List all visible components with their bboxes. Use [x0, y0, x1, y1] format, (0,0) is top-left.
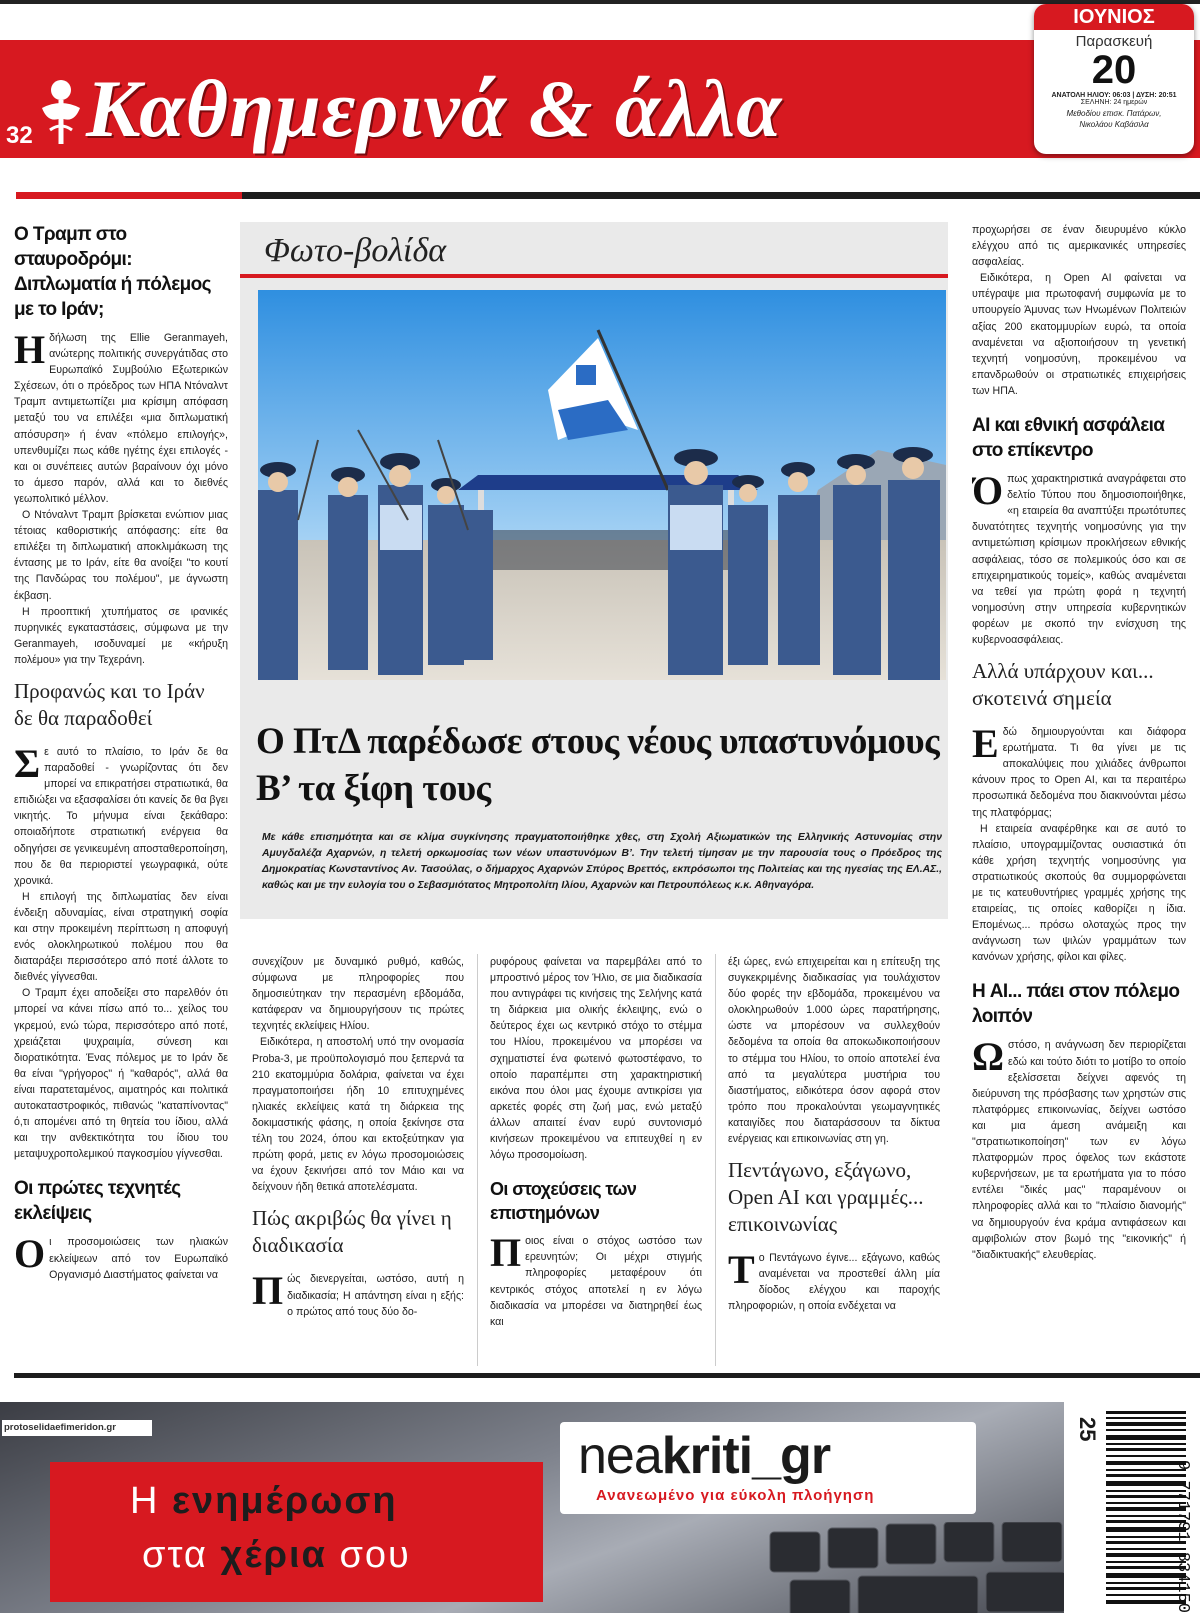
scientists-goals-subheading: Οι στοχεύσεις των επιστημόνων — [490, 1179, 637, 1224]
right-column-article — [972, 222, 1186, 1372]
ai-security-subheading: AI και εθνική ασφάλεια στο επίκεντρο — [972, 415, 1165, 462]
name-day-saints — [1034, 108, 1194, 130]
top-border — [0, 0, 1200, 4]
paragraph: Η προοπτική χτυπήματος σε ιρανικές πυρηνικές εγκαταστάσεις, σύμφωνα με την Geranmayeh, ισοδυναμεί με «κήρυξη πολέμου» για την Τεχεράνη. — [14, 605, 228, 666]
paragraph-text: ο Πεντάγωνο έγινε... εξάγωνο, καθώς αναμένεται να προστεθεί άλλη μία δίοδος ελέγχου και παροχής πληροφοριών, η οποία ενδέχεται να — [728, 1252, 940, 1313]
moon-age: ΣΕΛΗΝΗ: 24 ημερών — [1080, 99, 1148, 106]
ad-slogan-word: σου — [326, 1534, 411, 1576]
paragraph-text: ε αυτό το πλαίσιο, το Ιράν δε θα παραδοθεί - γνωρίζοντας ότι δεν μπορεί να επικρατήσει στρατιωτικά, θα επιδιώξει να εξασφαλίσει ότι κανείς δε θα βγει νικητής. Το μήνυμα είναι ξεκάθαρο: οποιαδήποτε στρατιωτική ενέργεια θα οδηγήσει σε γενικευμένη αποσταθεροποίηση, που δε θα περιοριστεί γεωγραφικά, ούτε χρονικά. — [14, 745, 228, 887]
logo-part: kriti — [661, 1427, 753, 1485]
paragraph: Ειδικότερα, η Open AI φαίνεται να υπέγραψε μια πρωτοφανή συμφωνία με το υπουργείο Άμυνας των Ηνωμένων Πολιτειών αξίας 200 εκατομμυρίων ευρώ, τα οποία αναμένεται να αξιοποιήσουν τη γενετική τεχνητή νοημοσύνη, προκειμένου να επανδρωθούν οι στρατιωτικές επιχειρήσεις των ΗΠΑ. — [972, 272, 1186, 397]
ad-slogan-line-2 — [142, 1534, 411, 1577]
paragraph: Ειδικότερα, η αποστολή υπό την ονομασία Proba-3, με προϋπολογισμό που ξεπερνά τα 210 εκατομμύρια δολάρια, φαίνεται να έχει πραγματοποιήσει ήδη 10 επιτυχημένες ηλιακές εκλείψεις κατά τη διάρκεια της δοκιμαστικής φάσης, η οποία ξεκίνησε στα τέλη του 2024, όπου και εκτοξεύτηκαν για πρώτη φορά, μετις εν λόγω προσομοιώσεις να έχουν ξεκινήσει από τον Μάιο και να δείχνουν ήδη θετικά αποτελέσματα. — [252, 1036, 464, 1194]
masthead-title: Καθημερινά & άλλα — [86, 63, 783, 154]
dropcap: Π — [490, 1230, 522, 1276]
paragraph — [972, 721, 1186, 821]
paragraph-text: ι προσομοιώσεις των ηλιακών εκλείψεων από τον Ευρωπαϊκό Οργανισμό Διαστήματος φαίνεται να — [49, 1236, 228, 1281]
paragraph-text: ώς διενεργείται, ωστόσο, αυτή η διαδικασία; Η απάντηση είναι η εξής: ο πρώτος από τους δύο δο- — [287, 1273, 464, 1318]
dropcap: Η — [14, 327, 46, 372]
keyboard-illustration-icon — [760, 1522, 1064, 1613]
header-rule-red — [16, 192, 242, 199]
dark-points-subheading: Αλλά υπάρχουν και... σκοτεινά σημεία — [972, 659, 1154, 711]
source-watermark: protoselidaefimeridon.gr — [2, 1420, 152, 1436]
logo-part: nea — [578, 1427, 662, 1485]
paragraph — [252, 1268, 464, 1319]
pentagon-subheading: Πεντάγωνο, εξάγωνο, Open AI και γραμμές... επικοινωνίας — [728, 1158, 924, 1237]
paragraph: Ο Τραμπ έχει αποδείξει στο παρελθόν ότι μπορεί να κάνει πίσω από το... χείλος του γκρεμού, ενώ τώρα, περισσότερο από ποτέ, χρειάζεται ψυχραιμία, σύνεση και διορατικότητα. Ένας πόλεμος με το Ιράν δε θα είναι "γρήγορος" ή "καθαρός", αλλά θα είναι παρατεταμένος, αιματηρός και πολιτικά αυτοκαταστροφικός, πιθανώς "καταπίνοντας" ό,τι απομένει από τη θητεία του ίδιου, αλλά και την ανθεκτικότητα του ίδιου του μεταψυχροπολεμικού παγκοσμίου γίγνεσθαι. — [14, 987, 228, 1161]
neakriti-logo-box — [560, 1422, 976, 1514]
process-subheading: Πώς ακριβώς θα γίνει η διαδικασία — [252, 1206, 452, 1258]
paragraph — [14, 740, 228, 889]
sunrise-sunset: ΑΝΑΤΟΛΗ ΗΛΙΟΥ: 06:03 | ΔΥΣΗ: 20:51 — [1051, 92, 1177, 99]
dropcap: Τ — [728, 1247, 755, 1293]
paragraph-text: δώ δημιουργούνται και διάφορα ερωτήματα. Τι θα γίνει με τις αποκαλύψεις που χιλιάδες άνθρωποι κάνουν προς το Open AI, και τα περαιτέρω προσωπικά δεδομένα που διακινούνται μέσω της πλατφόρμας; — [972, 726, 1186, 819]
saints-line-1: Μεθοδίου επισκ. Πατάρων, — [1066, 109, 1162, 118]
ad-slogan-word: Η — [130, 1480, 172, 1522]
column-divider — [715, 954, 716, 1366]
saints-line-2: Νικολάου Καβάσιλα — [1079, 120, 1149, 129]
paragraph: ρυφόρους φαίνεται να παρεμβάλει από το μπροστινό μέρος τον Ήλιο, σε μια διαδικασία που αντιγράφει τις κινήσεις της Σελήνης κατά τη διάρκεια μια ολικής έκλειψης, ενώ ο δεύτερος έχει ως κεντρικό στόχο το στέμμα του Ηλίου, προκειμένου να μπορέσει να σχηματιστεί ένα φωτεινό φωτοστέφανο, το οποίο παραπέμπει στη χαρακτηριστική εικόνα που όλοι μας έχουμε αντικρίσει για αρκετές φορές στη ζωή μας, ενώ μεταξύ άλλων απαιτεί έναν ευρύ συντονισμό κινήσεων προκειμένου να επιτευχθεί η εν λόγω προσομοίωση. — [490, 956, 702, 1162]
paragraph: Η εταιρεία αναφέρθηκε και σε αυτό το πλαίσιο, υπογραμμίζοντας ουσιαστικά ότι κάθε χρήση τεχνητής νοημοσύνης για στρατιωτικούς σκοπούς θα συμμορφώνεται με τις κατευθυντήριες γραμμές χρήσης της εταιρείας, τις οποίες καθορίζει η ίδια. Επομένως... πρόσω ολοταχώς προς την ανάγνωση των ψιλών γραμμάτων των κανόνων χρήσης, φίλοι και φίλες. — [972, 822, 1186, 964]
paragraph — [14, 1231, 228, 1282]
date-box — [1034, 4, 1194, 154]
paragraph-text: στόσο, η ανάγνωση δεν περιορίζεται εδώ και τούτο διότι το μοτίβο το οποίο εξελίσσεται δείχνει αφενός τη διεύρυνση της πρόσβασης των χρηστών στις πλατφόρμες επικοινωνίας, δείχνει ωστόσο και μια άμεση ανάμειξη και "στρατιωτικοποίηση" των εν λόγω πλατφορμών προς όφελος των εκάστοτε κυβερνήσεων, με τα ερωτήματα για το πόσο εντέλει "δικές μας" παραμένουν οι πληροφορίες αλλά και το "πλαίσιο διανομής" να δημιουργούν ένα κράμα αντιφάσεων και αμφιβολιών στον βωμό της "εικονικής" ή "διαδικτυακής" ελευθερίας. — [972, 1039, 1186, 1261]
eclipses-subheading: Οι πρώτες τεχνητές εκλείψεις — [14, 1178, 181, 1225]
eclipse-column-2 — [490, 954, 702, 1366]
dropcap: Ω — [972, 1034, 1005, 1080]
column-divider — [477, 954, 478, 1366]
paragraph: έξι ώρες, ενώ επιχειρείται και η επίτευξη της συγκεκριμένης διαδικασίας για τουλάχιστον δύο φορές την εβδομάδα, προκειμένου να ολοκληρωθούν 1.000 ώρες παρατήρησης, ώστε να μπορέσουν να συλλεχθούν δεδομένα τα οποία θα αποκωδικοποιήσουν το στέμμα του Ηλίου, το οποίο αποτελεί ένα από τα μεγαλύτερα μυστήρια του διαστήματος, ειδικότερα όσον αφορά στον τρόπο που προκαλούνται γεωμαγνητικές καταιγίδες που διαταράσσουν τα δίκτυα ενέργειας και επικοινωνίας στη γη. — [728, 956, 940, 1146]
date-weekday: Παρασκευή — [1075, 33, 1153, 50]
paragraph-text: οιος είναι ο στόχος ωστόσο των ερευνητών; Οι μέχρι στιγμής πληροφορίες μεταφέρουν ότι κεντρικός στόχος αποτελεί η εν λόγω διαδικασία να μπορέσει να διατηρηθεί έως και — [490, 1235, 702, 1328]
newspaper-emblem-icon — [38, 78, 84, 144]
paragraph — [490, 1230, 702, 1330]
left-column-article — [14, 222, 228, 1372]
trump-iran-headline: Ο Τραμπ στο σταυροδρόμι: Διπλωματία ή πόλεμος με το Ιράν; — [14, 224, 211, 320]
dropcap: Ό — [972, 468, 1004, 514]
footer-rule — [14, 1373, 1200, 1378]
date-day-number: 20 — [1091, 48, 1137, 92]
paragraph: προχωρήσει σε έναν διευρυμένο κύκλο ελέγχου από τις αμερικανικές υπηρεσίες ασφαλείας. — [972, 224, 1186, 269]
page-number: 32 — [6, 122, 33, 149]
feature-label: Φωτο-βολίδα — [264, 232, 447, 269]
iran-subheading: Προφανώς και το Ιράν δε θα παραδοθεί — [14, 678, 205, 730]
header-rule-dark — [242, 192, 1200, 199]
ad-tagline: Ανανεωμένο για εύκολη πλοήγηση — [596, 1487, 875, 1504]
logo-part: _gr — [752, 1427, 831, 1485]
dropcap: Ε — [972, 721, 999, 767]
issue-number: 25 — [1075, 1417, 1100, 1442]
ceremony-photo-illustration — [258, 290, 946, 680]
date-month: ΙΟΥΝΙΟΣ — [1034, 4, 1194, 30]
feature-headline: Ο ΠτΔ παρέδωσε στους νέους υπαστυνόμους Β’ τα ξίφη τους — [256, 721, 940, 809]
paragraph-text: δήλωση της Ellie Geranmayeh, ανώτερης πολιτικής συνεργάτιδας στο Ευρωπαϊκό Συμβούλιο Εξωτερικών Σχέσεων, ότι ο πρόεδρος των ΗΠΑ Ντόναλντ Τραμπ αντιμετωπίζει μια κρίσιμη απόφαση μεταξύ του να επιλέξει «μια διπλωματική απόσυρση» ή έναν «πόλεμο επιλογής», υπενθυμίζει πως κάθε ηγέτης έχει επιλογές - και οι συνέπειες αυτών βαραίνουν όχι μόνο το άμεσο παρόν, αλλά και το διεθνές γεωπολιτικό μέλλον. — [14, 332, 228, 505]
ad-slogan-line-1 — [130, 1480, 398, 1523]
feature-lead-text: Με κάθε επισημότητα και σε κλίμα συγκίνησης πραγματοποιήθηκε χθες, στη Σχολή Αξιωματικών της Ελληνικής Αστυνομίας στην Αμυγδαλέζα Αχαρνών, η τελετή ορκωμοσίας των νέων υπαστυνόμων Β’. Την τελετή τίμησαν με την παρουσία τους ο Πρόεδρος της Δημοκρατίας Κωνσταντίνος Αν. Τασούλας, ο δήμαρχος Αχαρνών Σπύρος Βρεττός, εκπρόσωποι της Πολιτείας και της ηγεσίας της ΕΛ.ΑΣ., καθώς και με την ευλογία του ο Σεβασμιότατος Μητροπολίτη Ιλίου, Αχαρνών και Πετρουπόλεως κ.κ. Αθηναγόρα. — [262, 832, 942, 892]
ad-red-panel — [50, 1462, 543, 1602]
pentagon-column — [728, 954, 940, 1366]
paragraph: Ο Ντόναλντ Τραμπ βρίσκεται ενώπιον μιας τέτοιας καθοριστικής απόφασης: είτε θα επιλέξει τη διπλωματική αποκλιμάκωση της έντασης με το Ιράν, είτε θα ανοίξει "το κουτί της Πανδώρας του πολέμου", με άγνωστη έκβαση. — [14, 509, 228, 602]
photo-feature-box — [240, 222, 948, 919]
paragraph: συνεχίζουν με δυναμικό ρυθμό, καθώς, σύμφωνα με πληροφορίες που δημοσιεύτηκαν την περασμένη εβδομάδα, κατάφεραν να δημιουργήσουν τις πρώτες τεχνητές εκλείψεις Ηλίου. — [252, 956, 464, 1033]
paragraph — [972, 1034, 1186, 1262]
paragraph — [728, 1247, 940, 1314]
eclipse-column-1 — [252, 954, 464, 1366]
dropcap: Π — [252, 1268, 284, 1314]
paragraph: Η επιλογή της διπλωματίας δεν είναι ένδειξη αδυναμίας, είναι στρατηγική σοφία και στην προκειμένη περίπτωση η αποφυγή ενός ολοκληρωτικού πολέμου που θα διαταράξει περισσότερο από ποτέ άλλοτε το διεθνές γίγνεσθαι. — [14, 890, 228, 984]
ad-slogan-word: ενημέρωση — [172, 1480, 398, 1522]
paragraph — [972, 468, 1186, 648]
ad-slogan-word: στα — [142, 1534, 221, 1576]
dropcap: Ο — [14, 1231, 46, 1277]
paragraph-text: πως χαρακτηριστικά αναγράφεται στο δελτίο Τύπου που δημοσιοποιήθηκε, «η εταιρεία θα αναπτύξει πρωτότυπες δυνατότητες τεχνητής νοημοσύνης για την αντιμετώπιση κρίσιμων προκλήσεων εθνικής ασφάλειας, τόσο σε πολεμικούς όσο και σε επιχειρηματικούς τομείς», καθώς αναμένεται να τεθεί για πρώτη φορά η τεχνητή νοημοσύνη στην υπηρεσία κυβερνητικών φορέων με σκοπό την ενίσχυση της κυβερνοασφάλειας. — [972, 473, 1186, 646]
ad-slogan-word: χέρια — [220, 1534, 327, 1576]
neakriti-advertisement[interactable] — [0, 1402, 1064, 1613]
neakriti-logo — [578, 1426, 830, 1486]
trump-iran-paragraph — [14, 327, 228, 507]
dropcap: Σ — [14, 740, 41, 786]
ceremony-photo — [258, 290, 946, 680]
feature-rule — [240, 274, 948, 278]
ai-war-subheading: Η AI... πάει στον πόλεμο λοιπόν — [972, 981, 1180, 1028]
barcode-digits: 9 771791 834150 — [1173, 1460, 1192, 1613]
